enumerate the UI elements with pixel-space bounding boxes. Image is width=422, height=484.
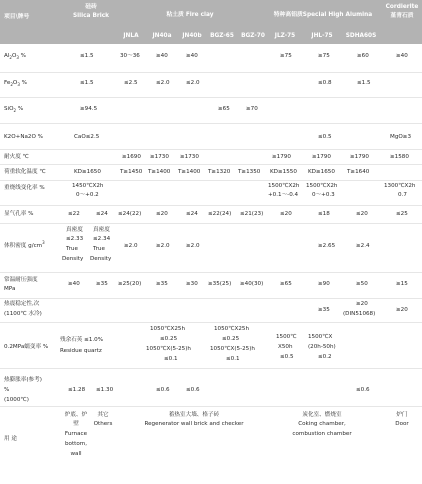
label-usage: 用 途 [4,436,17,442]
header-silica-zh: 硅砖 [85,4,97,10]
refr-sdha: ≥1790 [350,154,369,160]
header-cordierite-en: Cordierite [385,4,419,10]
grade-jn40a: JN40a [152,33,172,39]
creep-jhl-3: ≤0.2 [318,354,332,360]
porosity-jlz75: ≤20 [280,211,292,217]
porosity-silica-other: ≤24 [96,211,108,217]
label-rul: 荷重软化温度 ℃ [4,169,46,175]
ccs-silica: ≥40 [68,281,80,287]
creep-jn-4: ≤0.1 [164,356,178,362]
usage-others-1: 其它 [97,412,109,418]
density-silica-d: Density [62,256,84,262]
usage-highal-en-2: combustion chamber [292,431,352,437]
ccs-sdha: ≥50 [356,281,368,287]
density-silica2-a: 真密度 [93,227,110,233]
usage-silica-1: 炉底、炉 [64,412,88,418]
ccs-jn40a: ≥35 [156,281,168,287]
grade-jn40b: JN40b [182,33,202,39]
label-sio2: SiO$_2$ % [4,106,24,114]
grade-jnla: JNLA [123,33,139,39]
al2o3-sdha: ≥60 [357,53,369,59]
label-refractoriness: 耐火度 ℃ [4,154,29,160]
rul-jnla: T≥1450 [120,169,143,175]
label-ccs-1: 常温耐压强度 [4,277,38,283]
ccs-cordierite: ≥15 [396,281,408,287]
tsr-cordierite: ≥20 [396,307,408,313]
density-jnla: ≥2.0 [124,243,138,249]
header-cordierite-zh: 堇青石质 [390,13,414,19]
creep-jlz-1: 1500℃ [276,334,297,340]
grade-jhl75: JHL-75 [311,33,333,39]
sio2-silica: ≥94.5 [80,106,98,112]
pcl-cord-val: 0.7 [398,192,407,198]
expansion-jn40a: ≤0.6 [156,387,170,393]
rul-jn40a: T≥1400 [148,169,171,175]
creep-jn-1: 1050℃X25h [150,326,186,332]
expansion-silica: ≤1.28 [68,387,86,393]
pcl-silica-val: 0～+0.2 [76,192,99,198]
creep-silica-1: 残余石英 ≤1.0% [60,337,104,343]
al2o3-cordierite: ≥40 [396,53,408,59]
fe2o3-jnla: ≤2.5 [124,80,138,86]
density-silica-c: True [66,246,78,252]
creep-jn-2: ≤0.25 [160,336,178,342]
refr-jlz75: ≥1790 [272,154,291,160]
creep-jn-3: 1050℃X(5-25)h [146,346,191,352]
density-jhl75: ≥2.65 [318,243,336,249]
header-fireclay: 粘土质 Fire clay [166,12,214,18]
porosity-jn40b: ≤24 [186,211,198,217]
pcl-cord-cond: 1300℃X2h [384,183,416,189]
porosity-jnla: ≤24(22) [118,211,142,217]
header-high-alumina: 特种高铝质Special High Alumina [273,12,373,18]
density-sdha: ≥2.4 [356,243,370,249]
al2o3-silica: ≤1.5 [80,53,94,59]
header-silica-en: Silica Brick [72,13,110,19]
rul-bgz70: T≥1350 [238,169,261,175]
k2o-silica: CaO≤2.5 [74,134,100,140]
usage-highal-zh: 炭化室、燃烧室 [302,412,342,418]
rul-bgz65: T≥1320 [208,169,231,175]
porosity-bgz70: ≤21(23) [240,211,264,217]
label-ccs-2: MPa [4,286,16,292]
grade-bgz70: BGZ-70 [241,33,265,39]
porosity-jn40a: ≤20 [156,211,168,217]
pcl-silica-cond: 1450℃X2h [72,183,104,189]
ccs-silica-other: ≥35 [96,281,108,287]
al2o3-jn40b: ≥40 [186,53,198,59]
grade-bgz65: BGZ-65 [210,33,234,39]
density-silica2-b: ≤2.34 [93,236,111,242]
usage-cordierite-zh: 炉门 [396,412,408,418]
sio2-bgz65: ≥65 [218,106,230,112]
grade-sdha60s: SDHA60S [345,33,377,39]
refr-cordierite: ≥1580 [390,154,409,160]
ccs-jlz75: ≥65 [280,281,292,287]
expansion-silica-other: ≤1.30 [96,387,114,393]
usage-highal-en-1: Coking chamber, [298,421,346,427]
porosity-sdha: ≤20 [356,211,368,217]
rul-jn40b: T≥1400 [178,169,201,175]
fe2o3-jhl75: ≤0.8 [318,80,332,86]
density-jn40b: ≥2.0 [186,243,200,249]
label-creep: 0.2MPa蠕变率 % [4,344,49,350]
k2o-cordierite: MgO≥3 [390,134,412,140]
creep-bgz-2: ≤0.25 [222,336,240,342]
porosity-silica: ≤22 [68,211,80,217]
fe2o3-silica: ≤1.5 [80,80,94,86]
creep-jhl-1: 1500℃X [308,334,333,340]
usage-silica-4: bottom, [64,441,87,447]
grade-jlz75: JLZ-75 [274,33,296,39]
pcl-jlz-cond: 1500℃X2h [268,183,300,189]
label-fe2o3: $Fe_2O_3$ % [4,80,27,88]
expansion-jn40b: ≤0.6 [186,387,200,393]
tsr-sdha: ≥20 [356,301,368,307]
label-density: 体积密度 $g/cm^3$ [4,240,45,249]
rul-jhl75: KD≥1650 [308,169,335,175]
creep-jlz-2: X50h [278,344,293,350]
al2o3-jn40a: ≥40 [156,53,168,59]
density-jn40a: ≥2.0 [156,243,170,249]
label-tsr-1: 热震稳定性,次 [4,301,40,307]
ccs-bgz70: ≥40(30) [240,281,264,287]
usage-fireclay-zh: 蓄热室大墙、格子砖 [168,412,220,418]
creep-bgz-4: ≤0.1 [226,356,240,362]
label-tsr-2: (1100℃ 水冷) [4,311,42,317]
label-pcl: 重烧线变化率 % [4,185,45,191]
refr-jn40a: ≥1730 [150,154,169,160]
sio2-bgz70: ≥70 [246,106,258,112]
porosity-cordierite: ≤25 [396,211,408,217]
creep-silica-2: Residue quartz [60,348,102,354]
usage-cordierite-en: Door [395,421,409,427]
creep-jhl-2: (20h-50h) [308,344,336,350]
label-expansion-1: 热膨胀率(参考) [4,377,42,383]
rul-sdha: T≥1640 [347,169,370,175]
tsr-jhl75: ≥35 [318,307,330,313]
rul-silica: KD≥1650 [74,169,101,175]
pcl-jlz-val: +0.1～-0.4 [268,192,299,198]
density-silica-b: ≤2.33 [66,236,84,242]
expansion-sdha: ≤0.6 [356,387,370,393]
fe2o3-jn40b: ≤2.0 [186,80,200,86]
usage-silica-2: 壁 [73,421,79,427]
density-silica-a: 真密度 [66,227,83,233]
ccs-jnla: ≥25(20) [118,281,142,287]
ccs-jn40b: ≥30 [186,281,198,287]
ccs-bgz65: ≥35(25) [208,281,232,287]
label-porosity: 显气孔率 % [4,211,34,217]
tsr-sdha-std: (DIN51068) [343,311,376,317]
pcl-jhl-val: 0～+0.3 [312,192,335,198]
creep-bgz-3: 1050℃X(5-25)h [210,346,255,352]
density-silica2-c: True [93,246,105,252]
al2o3-jhl75: ≥75 [318,53,330,59]
porosity-jhl75: ≤18 [318,211,330,217]
label-al2o3: $Al_2O_3$ % [4,53,26,61]
porosity-bgz65: ≤22(24) [208,211,232,217]
usage-fireclay-en: Regenerator wall brick and checker [144,421,244,427]
refr-jhl75: ≥1790 [312,154,331,160]
label-expansion-2: % [4,387,10,393]
ccs-jhl75: ≥90 [318,281,330,287]
k2o-jhl75: ≤0.5 [318,134,332,140]
usage-others-2: Others [93,421,113,427]
fe2o3-jn40a: ≤2.0 [156,80,170,86]
header-item-col: 项目\牌号 [4,14,30,20]
creep-bgz-1: 1050℃X25h [214,326,250,332]
refr-jnla: ≥1690 [122,154,141,160]
creep-jlz-3: ≤0.5 [280,354,294,360]
fe2o3-sdha: ≤1.5 [357,80,371,86]
al2o3-jlz75: ≥75 [280,53,292,59]
usage-silica-5: wall [70,451,82,457]
refr-jn40b: ≥1730 [180,154,199,160]
pcl-jhl-cond: 1500℃X2h [306,183,338,189]
density-silica2-d: Density [90,256,112,262]
usage-silica-3: Furnace [64,431,88,437]
label-k2o-na2o: K2O+Na2O % [4,134,43,140]
label-expansion-3: (1000℃) [4,397,29,403]
al2o3-jnla: 30～36 [120,53,140,59]
rul-jlz75: KD≥1550 [270,169,297,175]
